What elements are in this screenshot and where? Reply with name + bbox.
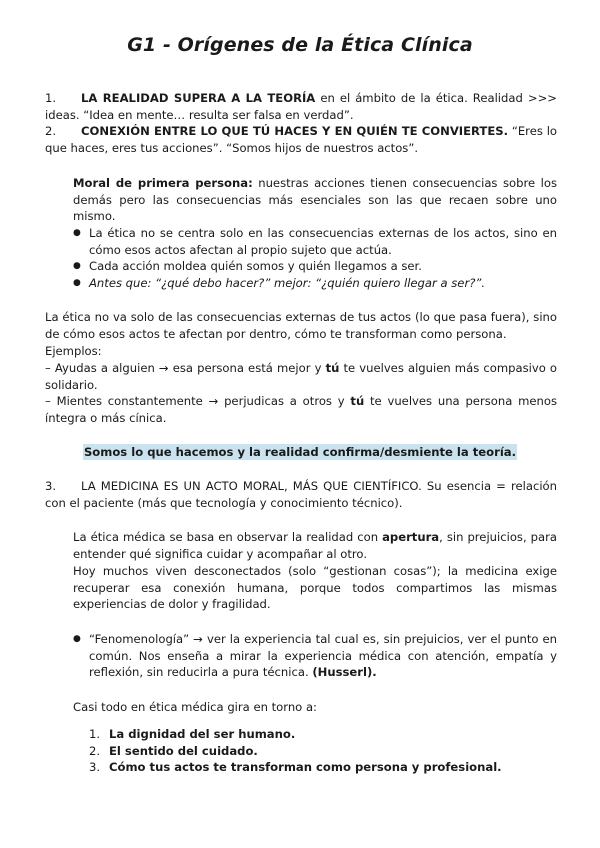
moral-paragraph (73, 175, 557, 225)
moral-label: Moral de primera persona: (73, 176, 253, 190)
bullet-3-question-1: “¿qué debo hacer?” (155, 275, 271, 290)
phenomenology-text: “Fenomenología” → ver la experiencia tal cual es, sin prejuicios, ver el punto en común. Nos enseña a mirar la experiencia médica con atención, empatía y reflexión, sin reducirla a pura técnica. (89, 632, 557, 680)
medical-ethics-c: , sin prejuicios, para entender qué significa cuidar y acompañar al otro. (73, 530, 557, 561)
list-item: 2. El sentido del cuidado. (89, 743, 258, 758)
phenomenology-bullet (73, 631, 557, 681)
point-2 (45, 123, 557, 156)
moral-bullet-list (73, 225, 557, 291)
point-1-heading: LA REALIDAD SUPERA A LA TEORÍA (81, 91, 316, 105)
phenomenology-list (73, 631, 557, 681)
moral-bullet-1: ● La ética no se centra solo en las consecuencias externas de los actos, sino en cómo esos actos afectan al propio sujeto que actúa. (73, 225, 557, 258)
today-paragraph: Hoy muchos viven desconectados (solo “gestionan cosas”); la medicina exige recuperar esa conexión humana, porque todos compartimos las mismas experiencias de dolor y fragilidad. (73, 564, 557, 612)
highlight-text: Somos lo que hacemos y la realidad confirma/desmiente la teoría. (83, 445, 517, 459)
example-2 (45, 393, 557, 426)
point-3-text: Su esencia = relación con el paciente (más que tecnología y conocimiento técnico). (45, 479, 557, 510)
medical-ethics-paragraph (73, 529, 557, 562)
point-2-heading: CONEXIÓN ENTRE LO QUE TÚ HACES Y EN QUIÉN TE CONVIERTES. (81, 124, 509, 138)
point-2-text: “Eres lo que haces, eres tus acciones”. “Somos hijos de nuestros actos”. (45, 124, 558, 155)
point-2-number: 2. (45, 124, 57, 138)
bullet-3-question-2: “¿quién quiero llegar a ser?”. (315, 275, 486, 290)
example-2-c: te vuelves una persona menos íntegra o más cínica. (45, 394, 557, 425)
point-3 (45, 478, 557, 511)
example-2-a: – Mientes constantemente → perjudicas a otros y (45, 394, 351, 408)
bullet-3-before: Antes que: (89, 275, 156, 290)
example-1-c: te vuelves alguien más compasivo o solidario. (45, 361, 557, 392)
point-3-heading: LA MEDICINA ES UN ACTO MORAL, MÁS QUE CIENTÍFICO. (81, 479, 422, 493)
ethics-paragraph: La ética no va solo de las consecuencias externas de tus actos (lo que pasa fuera), sino de cómo esos actos te afectan por dentro, cómo te transforman como persona. (45, 310, 557, 341)
bullet-3-middle: mejor: (270, 275, 316, 290)
list-item: 1. La dignidad del ser humano. (89, 727, 296, 741)
highlight-line (0, 444, 600, 461)
examples-label: Ejemplos: (45, 344, 102, 358)
point-1 (45, 90, 557, 123)
moral-bullet-3 (73, 275, 557, 292)
example-1-b: tú (325, 361, 340, 375)
example-1-a: – Ayudas a alguien → esa persona está mejor y (45, 361, 326, 375)
medical-ethics-b: apertura (382, 530, 440, 544)
example-1 (45, 360, 557, 393)
husserl-reference: (Husserl). (312, 665, 377, 680)
example-2-b: tú (350, 394, 365, 408)
casi-todo-paragraph: Casi todo en ética médica gira en torno a: (73, 700, 317, 714)
point-1-number: 1. (45, 91, 57, 105)
point-1-text: en el ámbito de la ética. Realidad >>> ideas. “Idea en mente… resulta ser falsa en verdad”. (45, 91, 557, 122)
moral-text: nuestras acciones tienen consecuencias sobre los demás pero las consecuencias más esenciales son las que recaen sobre uno mismo. (73, 176, 557, 224)
page-title: G1 - Orígenes de la Ética Clínica (127, 34, 473, 56)
moral-bullet-2: ● Cada acción moldea quién somos y quién llegamos a ser. (73, 258, 557, 275)
list-item: 3. Cómo tus actos te transforman como persona y profesional. (89, 760, 502, 775)
numbered-list (89, 726, 557, 776)
point-3-number: 3. (45, 479, 57, 493)
medical-ethics-a: La ética médica se basa en observar la realidad con (73, 530, 383, 544)
